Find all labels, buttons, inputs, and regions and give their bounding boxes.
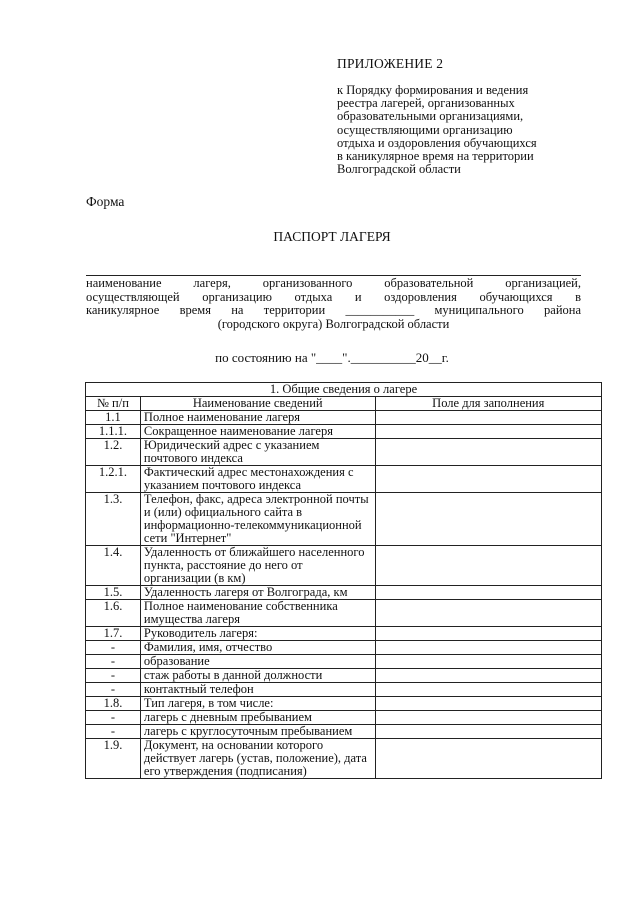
table-row	[86, 493, 602, 546]
table-row	[86, 683, 602, 697]
row-number: -	[86, 655, 141, 669]
caption-line: осуществляющей организацию отдыха и оздоровления обучающихся в	[86, 289, 581, 304]
row-fill-field[interactable]	[375, 683, 601, 697]
caption-line: наименование лагеря, организованного образовательной организацией,	[86, 276, 581, 290]
row-number: -	[86, 683, 141, 697]
row-fill-field[interactable]	[375, 466, 601, 493]
row-number: 1.2.1.	[86, 466, 141, 493]
table-row	[86, 711, 602, 725]
row-fill-field[interactable]	[375, 641, 601, 655]
form-label: Форма	[86, 194, 125, 209]
table-row	[86, 655, 602, 669]
row-fill-field[interactable]	[375, 669, 601, 683]
row-field-name: контактный телефон	[140, 683, 375, 697]
row-fill-field[interactable]	[375, 627, 601, 641]
row-field-name: Удаленность от ближайшего населенного пункта, расстояние до него от организации (в км)	[140, 546, 375, 586]
appendix-line: образовательными организациями,	[337, 109, 524, 124]
table-row	[86, 425, 602, 439]
passport-table	[85, 382, 602, 779]
caption-line: (городского округа) Волгоградской области	[217, 316, 450, 331]
row-field-name: стаж работы в данной должности	[140, 669, 375, 683]
row-field-name: Телефон, факс, адреса электронной почты и (или) официального сайта в информационно-телекоммуникационной сети "Интернет"	[140, 493, 375, 546]
row-field-name: лагерь с дневным пребыванием	[140, 711, 375, 725]
row-fill-field[interactable]	[375, 586, 601, 600]
as-of-date: по состоянию на "____".__________20__г.	[215, 350, 449, 365]
table-row	[86, 586, 602, 600]
row-field-name: Удаленность лагеря от Волгограда, км	[140, 586, 375, 600]
row-fill-field[interactable]	[375, 439, 601, 466]
row-number: 1.4.	[86, 546, 141, 586]
row-field-name: Полное наименование собственника имущества лагеря	[140, 600, 375, 627]
section-header-row	[86, 383, 602, 397]
row-fill-field[interactable]	[375, 655, 601, 669]
appendix-line: Волгоградской области	[337, 162, 461, 177]
row-fill-field[interactable]	[375, 425, 601, 439]
row-field-name: Руководитель лагеря:	[140, 627, 375, 641]
row-field-name: Юридический адрес с указанием почтового индекса	[140, 439, 375, 466]
row-fill-field[interactable]	[375, 711, 601, 725]
table-row	[86, 697, 602, 711]
appendix-line: осуществляющими организацию	[337, 122, 513, 137]
row-fill-field[interactable]	[375, 493, 601, 546]
row-field-name: Полное наименование лагеря	[140, 411, 375, 425]
row-field-name: Сокращенное наименование лагеря	[140, 425, 375, 439]
column-header-number: № п/п	[86, 397, 141, 411]
table-row	[86, 600, 602, 627]
column-header-row	[86, 397, 602, 411]
row-fill-field[interactable]	[375, 546, 601, 586]
row-number: -	[86, 725, 141, 739]
row-field-name: Фактический адрес местонахождения с указанием почтового индекса	[140, 466, 375, 493]
row-fill-field[interactable]	[375, 725, 601, 739]
table-row	[86, 739, 602, 779]
column-header-name: Наименование сведений	[140, 397, 375, 411]
table-row	[86, 627, 602, 641]
table-row	[86, 669, 602, 683]
row-number: 1.2.	[86, 439, 141, 466]
row-number: -	[86, 641, 141, 655]
row-number: 1.5.	[86, 586, 141, 600]
row-number: 1.1	[86, 411, 141, 425]
appendix-text	[337, 84, 597, 176]
appendix-line: в каникулярное время на территории	[337, 149, 534, 164]
row-field-name: лагерь с круглосуточным пребыванием	[140, 725, 375, 739]
row-field-name: Фамилия, имя, отчество	[140, 641, 375, 655]
table-row	[86, 439, 602, 466]
row-field-name: Тип лагеря, в том числе:	[140, 697, 375, 711]
camp-name-caption	[86, 277, 581, 331]
row-fill-field[interactable]	[375, 739, 601, 779]
row-fill-field[interactable]	[375, 411, 601, 425]
table-row	[86, 466, 602, 493]
row-number: 1.9.	[86, 739, 141, 779]
row-number: -	[86, 669, 141, 683]
appendix-line: отдыха и оздоровления обучающихся	[337, 135, 537, 150]
table-row	[86, 725, 602, 739]
row-fill-field[interactable]	[375, 600, 601, 627]
row-fill-field[interactable]	[375, 697, 601, 711]
caption-line: каникулярное время на территории ___________ муниципального района	[86, 303, 581, 318]
row-number: 1.7.	[86, 627, 141, 641]
appendix-line: реестра лагерей, организованных	[337, 96, 515, 111]
table-row	[86, 641, 602, 655]
row-number: 1.1.1.	[86, 425, 141, 439]
section-title: 1. Общие сведения о лагере	[86, 383, 602, 397]
appendix-title: ПРИЛОЖЕНИЕ 2	[337, 56, 444, 71]
table-row	[86, 546, 602, 586]
row-number: 1.3.	[86, 493, 141, 546]
row-field-name: образование	[140, 655, 375, 669]
table-row	[86, 411, 602, 425]
row-field-name: Документ, на основании которого действует лагерь (устав, положение), дата его утверждения (подписания)	[140, 739, 375, 779]
row-number: 1.8.	[86, 697, 141, 711]
row-number: 1.6.	[86, 600, 141, 627]
page-title: ПАСПОРТ ЛАГЕРЯ	[273, 229, 391, 244]
column-header-value: Поле для заполнения	[375, 397, 601, 411]
row-number: -	[86, 711, 141, 725]
appendix-line: к Порядку формирования и ведения	[337, 83, 529, 97]
